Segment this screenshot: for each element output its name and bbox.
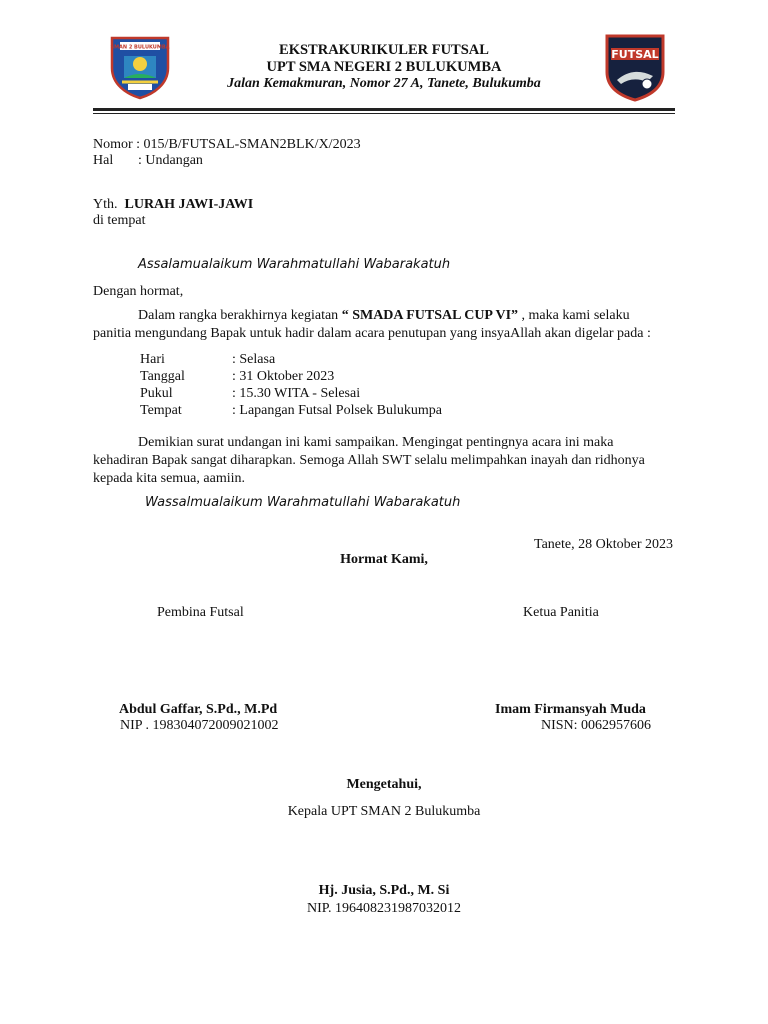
closing-line-1: Demikian surat undangan ini kami sampaikan. Mengingat pentingnya acara ini maka: [138, 435, 614, 450]
detail-value-day: : Selasa: [232, 352, 276, 367]
principal-role: Kepala UPT SMAN 2 Bulukumba: [287, 804, 481, 819]
futsal-logo-text: FUTSAL: [611, 48, 659, 61]
letterhead-rule-thin: [93, 113, 675, 114]
subject-value: : Undangan: [138, 153, 203, 168]
intro-text-a: Dalam rangka berakhirnya kegiatan: [138, 308, 342, 323]
school-logo-text: SMAN 2 BULUKUMBA: [110, 44, 170, 51]
recipient-place: di tempat: [93, 213, 146, 228]
intro-line-2: panitia mengundang Bapak untuk hadir dalam acara penutupan yang insyaAllah akan digelar pada :: [93, 326, 651, 341]
hormat-kami: Hormat Kami,: [340, 552, 428, 567]
letterhead-school: UPT SMA NEGERI 2 BULUKUMBA: [266, 59, 502, 75]
recipient-line: [93, 197, 253, 213]
left-signer-id: NIP . 198304072009021002: [120, 718, 279, 733]
event-name: “ SMADA FUTSAL CUP VI”: [341, 308, 519, 323]
left-signer-role: Pembina Futsal: [157, 605, 244, 620]
detail-label-place: Tempat: [140, 403, 182, 418]
closing-line-2: kehadiran Bapak sangat diharapkan. Semoga Allah SWT selalu melimpahkan inayah dan ridhonya: [93, 453, 645, 468]
closing-line-3: kepada kita semua, aamiin.: [93, 471, 245, 486]
letter-date: Tanete, 28 Oktober 2023: [534, 537, 673, 552]
greeting: Dengan hormat,: [93, 284, 184, 299]
principal-name: Hj. Jusia, S.Pd., M. Si: [318, 883, 450, 898]
principal-id: NIP. 196408231987032012: [306, 901, 461, 916]
detail-label-day: Hari: [140, 352, 165, 367]
letterhead-address: Jalan Kemakmuran, Nomor 27 A, Tanete, Bulukumba: [227, 76, 541, 91]
left-signer-name: Abdul Gaffar, S.Pd., M.Pd: [119, 702, 278, 717]
closing-salutation: Wassalmualaikum Warahmatullahi Wabarakatuh: [145, 495, 461, 510]
intro-line-1: [138, 307, 630, 325]
subject-label: Hal: [93, 153, 114, 168]
detail-value-time: : 15.30 WITA - Selesai: [232, 386, 361, 401]
right-signer-id: NISN: 0062957606: [541, 718, 652, 733]
detail-value-place: : Lapangan Futsal Polsek Bulukumpa: [232, 403, 442, 418]
recipient-name: LURAH JAWI-JAWI: [124, 197, 254, 212]
detail-value-date: : 31 Oktober 2023: [232, 369, 335, 384]
opening-salutation: Assalamualaikum Warahmatullahi Wabarakatuh: [138, 257, 451, 272]
letter-number: Nomor : 015/B/FUTSAL-SMAN2BLK/X/2023: [93, 137, 361, 152]
intro-text-b: , maka kami selaku: [518, 308, 630, 323]
recipient-yth: Yth.: [93, 197, 118, 212]
detail-label-date: Tanggal: [140, 369, 185, 384]
right-signer-role: Ketua Panitia: [523, 605, 599, 620]
right-signer-name: Imam Firmansyah Muda: [495, 702, 646, 717]
acknowledged-label: Mengetahui,: [346, 777, 422, 792]
detail-label-time: Pukul: [140, 386, 173, 401]
letterhead-title: EKSTRAKURIKULER FUTSAL: [279, 42, 489, 58]
letterhead-rule-thick: [93, 108, 675, 111]
